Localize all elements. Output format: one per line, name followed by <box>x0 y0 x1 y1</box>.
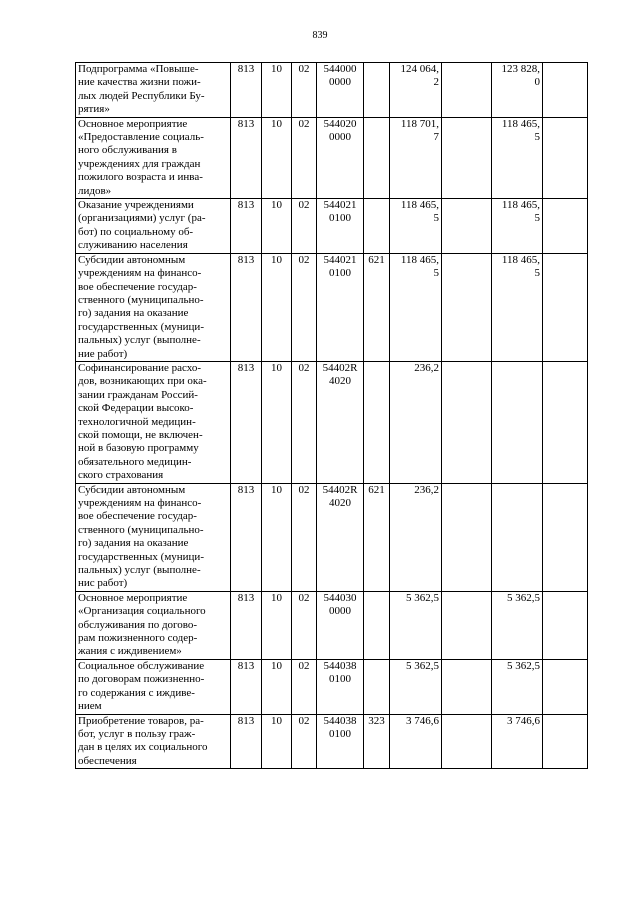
row-name-cell: Оказание учреждениями (организациями) услуг (ра- бот) по социальному об- служиванию населения <box>76 199 231 254</box>
row-cs-cell: 54402R 4020 <box>317 361 364 483</box>
row-sum2-cell <box>442 591 492 659</box>
row-rz-cell: 10 <box>262 659 292 714</box>
row-vr-cell <box>364 659 390 714</box>
row-gr-cell: 813 <box>231 483 262 591</box>
row-gr-cell: 813 <box>231 253 262 361</box>
row-vr-cell <box>364 199 390 254</box>
row-rz-cell: 10 <box>262 361 292 483</box>
row-pr-cell: 02 <box>292 659 317 714</box>
row-sum1-cell: 236,2 <box>390 483 442 591</box>
row-name-cell: Основное мероприятие «Организация социального обслуживания по догово- рам пожизненного содер- жания с иждивением» <box>76 591 231 659</box>
row-name-cell: Приобретение товаров, ра- бот, услуг в пользу граж- дан в целях их социального обеспечения <box>76 714 231 769</box>
row-blank-cell <box>543 591 588 659</box>
row-gr-cell: 813 <box>231 63 262 118</box>
row-sum2-cell <box>442 63 492 118</box>
table-row <box>76 483 588 591</box>
row-gr-cell: 813 <box>231 591 262 659</box>
row-sum1-cell: 124 064, 2 <box>390 63 442 118</box>
table-row <box>76 199 588 254</box>
row-gr-cell: 813 <box>231 117 262 198</box>
row-pr-cell: 02 <box>292 361 317 483</box>
row-name-cell: Субсидии автономным учреждениям на финансо- вое обеспечение государ- ственного (муниципально- го) задания на оказание государственных (муници- пальных) услуг (выполне- ние работ) <box>76 253 231 361</box>
row-sum3-cell: 118 465, 5 <box>492 117 543 198</box>
row-vr-cell <box>364 361 390 483</box>
row-blank-cell <box>543 253 588 361</box>
row-gr-cell: 813 <box>231 361 262 483</box>
row-cs-cell: 544021 0100 <box>317 199 364 254</box>
row-pr-cell: 02 <box>292 63 317 118</box>
row-sum2-cell <box>442 361 492 483</box>
row-vr-cell: 323 <box>364 714 390 769</box>
row-sum2-cell <box>442 483 492 591</box>
row-sum2-cell <box>442 714 492 769</box>
row-sum3-cell: 118 465, 5 <box>492 253 543 361</box>
table-row <box>76 591 588 659</box>
page-number: 839 <box>312 30 328 41</box>
row-pr-cell: 02 <box>292 199 317 254</box>
table-row <box>76 63 588 118</box>
row-rz-cell: 10 <box>262 63 292 118</box>
row-name-cell: Подпрограмма «Повыше- ние качества жизни пожи- лых людей Республики Бу- рятия» <box>76 63 231 118</box>
row-pr-cell: 02 <box>292 714 317 769</box>
row-sum3-cell: 3 746,6 <box>492 714 543 769</box>
row-rz-cell: 10 <box>262 199 292 254</box>
row-blank-cell <box>543 63 588 118</box>
row-vr-cell <box>364 63 390 118</box>
row-cs-cell: 544038 0100 <box>317 714 364 769</box>
table-row <box>76 659 588 714</box>
row-gr-cell: 813 <box>231 714 262 769</box>
row-sum3-cell: 118 465, 5 <box>492 199 543 254</box>
row-cs-cell: 544021 0100 <box>317 253 364 361</box>
row-pr-cell: 02 <box>292 591 317 659</box>
row-sum2-cell <box>442 117 492 198</box>
budget-table <box>75 62 588 769</box>
row-gr-cell: 813 <box>231 659 262 714</box>
row-sum1-cell: 5 362,5 <box>390 659 442 714</box>
row-name-cell: Основное мероприятие «Предоставление социаль- ного обслуживания в учреждениях для граждан пожилого возраста и инва- лидов» <box>76 117 231 198</box>
row-sum2-cell <box>442 253 492 361</box>
table-row <box>76 117 588 198</box>
row-pr-cell: 02 <box>292 117 317 198</box>
row-sum2-cell <box>442 199 492 254</box>
row-name-cell: Субсидии автономным учреждениям на финансо- вое обеспечение государ- ственного (муниципально- го) задания на оказание государственных (муници- пальных) услуг (выполне- нис работ) <box>76 483 231 591</box>
row-pr-cell: 02 <box>292 483 317 591</box>
row-sum1-cell: 3 746,6 <box>390 714 442 769</box>
row-sum3-cell: 5 362,5 <box>492 659 543 714</box>
row-rz-cell: 10 <box>262 117 292 198</box>
row-sum1-cell: 5 362,5 <box>390 591 442 659</box>
table-row <box>76 714 588 769</box>
row-vr-cell <box>364 117 390 198</box>
row-vr-cell <box>364 591 390 659</box>
row-vr-cell: 621 <box>364 253 390 361</box>
row-rz-cell: 10 <box>262 253 292 361</box>
row-sum2-cell <box>442 659 492 714</box>
row-vr-cell: 621 <box>364 483 390 591</box>
row-blank-cell <box>543 714 588 769</box>
row-sum3-cell <box>492 483 543 591</box>
row-sum3-cell <box>492 361 543 483</box>
row-sum1-cell: 118 465, 5 <box>390 253 442 361</box>
row-name-cell: Социальное обслуживание по договорам пожизненно- го содержания с иждиве- нием <box>76 659 231 714</box>
row-rz-cell: 10 <box>262 714 292 769</box>
row-cs-cell: 54402R 4020 <box>317 483 364 591</box>
table-row <box>76 253 588 361</box>
table-body <box>76 63 588 769</box>
row-rz-cell: 10 <box>262 591 292 659</box>
row-name-cell: Софинансирование расхо- дов, возникающих при ока- зании гражданам Россий- ской Федерации высоко- технологичной медицин- ской помощи, не включен- ной в базовую программу обязательного медицин- ского страхования <box>76 361 231 483</box>
row-blank-cell <box>543 659 588 714</box>
row-sum1-cell: 236,2 <box>390 361 442 483</box>
row-sum1-cell: 118 701, 7 <box>390 117 442 198</box>
row-cs-cell: 544000 0000 <box>317 63 364 118</box>
row-cs-cell: 544038 0100 <box>317 659 364 714</box>
row-sum3-cell: 123 828, 0 <box>492 63 543 118</box>
row-blank-cell <box>543 117 588 198</box>
row-blank-cell <box>543 361 588 483</box>
row-rz-cell: 10 <box>262 483 292 591</box>
row-gr-cell: 813 <box>231 199 262 254</box>
row-blank-cell <box>543 483 588 591</box>
row-cs-cell: 544030 0000 <box>317 591 364 659</box>
row-sum1-cell: 118 465, 5 <box>390 199 442 254</box>
row-sum3-cell: 5 362,5 <box>492 591 543 659</box>
row-pr-cell: 02 <box>292 253 317 361</box>
row-blank-cell <box>543 199 588 254</box>
row-cs-cell: 544020 0000 <box>317 117 364 198</box>
table-row <box>76 361 588 483</box>
